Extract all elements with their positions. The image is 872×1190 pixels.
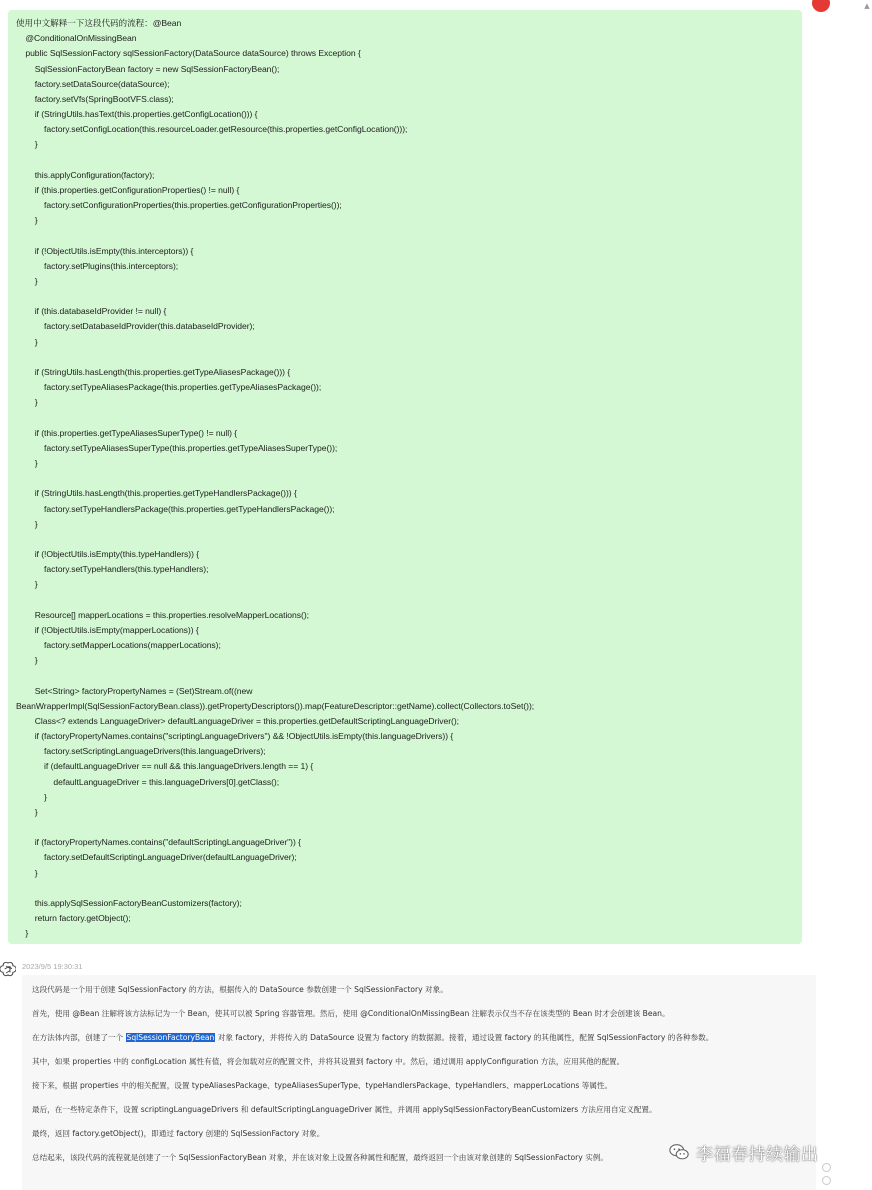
- code-line: }: [16, 139, 38, 150]
- code-line: factory.setConfigLocation(this.resourceLoader.getResource(this.properties.getConfigLocation()));: [16, 124, 408, 135]
- code-line: [16, 153, 794, 168]
- more-icon[interactable]: [822, 1176, 831, 1185]
- assistant-paragraph: 总结起来，该段代码的流程就是创建了一个 SqlSessionFactoryBean 对象，并在该对象上设置各种属性和配置，最终返回一个由该对象创建的 SqlSessionFactory 实例。: [32, 1153, 608, 1162]
- code-line: [16, 668, 794, 683]
- code-line: if (defaultLanguageDriver == null && this.languageDrivers.length == 1) {: [16, 761, 314, 772]
- code-line: [16, 532, 794, 547]
- code-line: Class<? extends LanguageDriver> defaultLanguageDriver = this.properties.getDefaultScriptingLanguageDriver();: [16, 715, 460, 726]
- assistant-paragraph: 这段代码是一个用于创建 SqlSessionFactory 的方法，根据传入的 DataSource 参数创建一个 SqlSessionFactory 对象。: [32, 985, 448, 994]
- assistant-paragraph: 首先，使用 @Bean 注解将该方法标记为一个 Bean，使其可以被 Spring 容器管理。然后，使用 @ConditionalOnMissingBean 注解表示仅当不存在该类型的 Bean 时才会创建该 Bean。: [32, 1009, 670, 1018]
- code-line: factory.setTypeAliasesPackage(this.properties.getTypeAliasesPackage());: [16, 382, 322, 393]
- code-line: factory.setTypeHandlers(this.typeHandlers);: [16, 564, 209, 575]
- code-line: }: [16, 806, 38, 817]
- code-line: defaultLanguageDriver = this.languageDrivers[0].getClass();: [16, 776, 280, 787]
- code-line: [16, 350, 794, 365]
- code-line: if (this.properties.getConfigurationProperties() != null) {: [16, 184, 240, 195]
- wechat-icon: [668, 1141, 690, 1163]
- code-line: factory.setScriptingLanguageDrivers(this.languageDrivers);: [16, 746, 266, 757]
- code-line: return factory.getObject();: [16, 913, 131, 924]
- watermark-text: 李福春持续输出: [696, 1144, 819, 1165]
- code-line: factory.setTypeHandlersPackage(this.properties.getTypeHandlersPackage());: [16, 503, 335, 514]
- code-line: if (StringUtils.hasText(this.properties.getConfigLocation())) {: [16, 109, 258, 120]
- code-line: factory.setConfigurationProperties(this.properties.getConfigurationProperties());: [16, 200, 342, 211]
- assistant-paragraph: 最终，返回 factory.getObject()，即通过 factory 创建的 SqlSessionFactory 对象。: [32, 1129, 325, 1138]
- message-timestamp: 2023/9/5 19:30:31: [22, 962, 83, 971]
- assistant-paragraph: 其中，如果 properties 中的 configLocation 属性有值，将会加载对应的配置文件，并将其设置到 factory 中。然后，通过调用 applyConfiguration 方法，应用其他的配置。: [32, 1057, 625, 1066]
- code-line: this.applyConfiguration(factory);: [16, 169, 155, 180]
- code-line: public SqlSessionFactory sqlSessionFactory(DataSource dataSource) throws Exception {: [16, 48, 361, 59]
- code-line: factory.setTypeAliasesSuperType(this.properties.getTypeAliasesSuperType());: [16, 442, 338, 453]
- code-line: factory.setDataSource(dataSource);: [16, 78, 170, 89]
- code-line: if (!ObjectUtils.isEmpty(this.interceptors)) {: [16, 245, 194, 256]
- code-line: }: [16, 457, 38, 468]
- code-line: }: [16, 215, 38, 226]
- code-line: BeanWrapperImpl(SqlSessionFactoryBean.class)).getPropertyDescriptors()).map(FeatureDescriptor::getName).collect(Collectors.toSet());: [16, 700, 535, 711]
- code-line: if (!ObjectUtils.isEmpty(mapperLocations)) {: [16, 624, 199, 635]
- code-line: factory.setDatabaseIdProvider(this.databaseIdProvider);: [16, 321, 255, 332]
- assistant-paragraph: [32, 1031, 806, 1044]
- code-line: [16, 289, 794, 304]
- code-line: [16, 471, 794, 486]
- openai-logo-icon: [0, 961, 16, 977]
- code-line: [16, 410, 794, 425]
- code-line: [16, 820, 794, 835]
- code-line: factory.setMapperLocations(mapperLocations);: [16, 640, 221, 651]
- code-line: }: [16, 791, 47, 802]
- code-line: }: [16, 397, 38, 408]
- code-line: @ConditionalOnMissingBean: [16, 33, 137, 44]
- code-line: [16, 881, 794, 896]
- code-line: }: [16, 336, 38, 347]
- code-line: if (!ObjectUtils.isEmpty(this.typeHandlers)) {: [16, 549, 200, 560]
- assistant-paragraph: 最后，在一些特定条件下，设置 scriptingLanguageDrivers 和 defaultScriptingLanguageDriver 属性，并调用 applySqlSessionFactoryBeanCustomizers 方法应用自定义配置。: [32, 1105, 657, 1114]
- code-line: }: [16, 579, 38, 590]
- assistant-paragraph: 接下来，根据 properties 中的相关配置，设置 typeAliasesPackage、typeAliasesSuperType、typeHandlersPackage、typeHandlers、mapperLocations 等属性。: [32, 1081, 613, 1090]
- code-line: }: [16, 867, 38, 878]
- code-line: if (StringUtils.hasLength(this.properties.getTypeHandlersPackage())) {: [16, 488, 297, 499]
- paragraph-text: 对象 factory，并将传入的 DataSource 设置为 factory 的数据源。接着，通过设置 factory 的其他属性，配置 SqlSessionFactory 的各种参数。: [215, 1033, 714, 1042]
- code-line: this.applySqlSessionFactoryBeanCustomizers(factory);: [16, 897, 242, 908]
- code-line: SqlSessionFactoryBean factory = new SqlSessionFactoryBean();: [16, 63, 280, 74]
- user-avatar: [808, 0, 830, 16]
- code-line: if (this.properties.getTypeAliasesSuperType() != null) {: [16, 427, 238, 438]
- code-line: }: [16, 928, 29, 939]
- code-line: if (StringUtils.hasLength(this.properties.getTypeAliasesPackage())) {: [16, 366, 291, 377]
- paragraph-text: 在方法体内部，创建了一个: [32, 1033, 126, 1042]
- code-line: if (this.databaseIdProvider != null) {: [16, 306, 167, 317]
- code-line: factory.setDefaultScriptingLanguageDriver(defaultLanguageDriver);: [16, 852, 297, 863]
- code-line: factory.setPlugins(this.interceptors);: [16, 260, 179, 271]
- code-line: }: [16, 655, 38, 666]
- code-line: if (factoryPropertyNames.contains("defaultScriptingLanguageDriver")) {: [16, 837, 301, 848]
- code-line: if (factoryPropertyNames.contains("scriptingLanguageDrivers") && !ObjectUtils.isEmpty(this.languageDrivers)) {: [16, 731, 454, 742]
- code-line: Set<String> factoryPropertyNames = (Set)Stream.of((new: [16, 685, 253, 696]
- selected-text-highlight: SqlSessionFactoryBean: [126, 1033, 215, 1042]
- assistant-message-text: [32, 983, 806, 1164]
- user-message-bubble: [8, 10, 802, 944]
- scroll-up-arrow[interactable]: ▲: [864, 2, 870, 10]
- code-line: 使用中文解释一下这段代码的流程：@Bean: [16, 18, 182, 28]
- code-line: }: [16, 518, 38, 529]
- code-line: factory.setVfs(SpringBootVFS.class);: [16, 93, 174, 104]
- copy-icon[interactable]: [822, 1163, 831, 1172]
- watermark: [668, 1138, 819, 1166]
- user-avatar-icon: [812, 0, 830, 12]
- code-line: }: [16, 275, 38, 286]
- user-message-code: [16, 16, 794, 941]
- code-line: [16, 228, 794, 243]
- code-line: [16, 593, 794, 608]
- code-line: Resource[] mapperLocations = this.properties.resolveMapperLocations();: [16, 609, 309, 620]
